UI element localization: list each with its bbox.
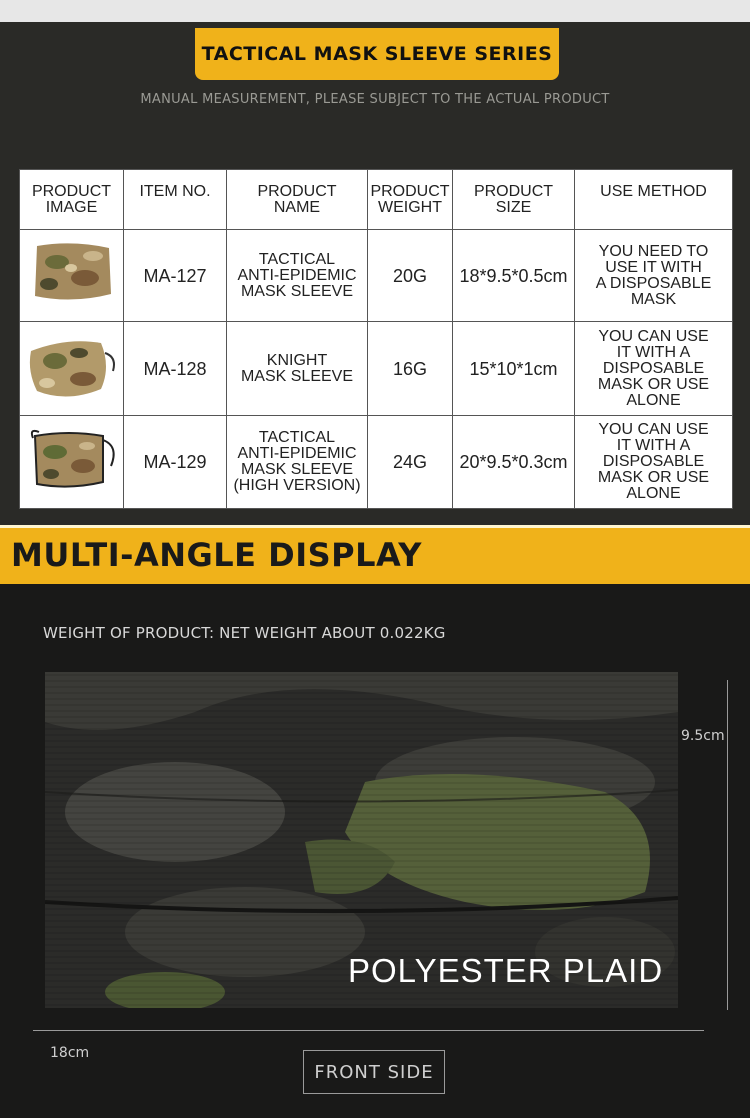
material-label: POLYESTER PLAID	[348, 952, 664, 989]
front-side-label	[303, 1050, 445, 1094]
mask-ma129-image	[27, 424, 117, 496]
top-strip	[0, 0, 750, 22]
product-image-cell	[20, 230, 124, 322]
series-title-badge	[195, 28, 559, 80]
multi-angle-band	[0, 525, 750, 584]
table-row	[20, 230, 733, 322]
item-no: MA-128	[124, 322, 227, 416]
front-side-text: FRONT SIDE	[314, 1061, 434, 1083]
measurement-note: MANUAL MEASUREMENT, PLEASE SUBJECT TO THE ACTUAL PRODUCT	[140, 92, 610, 107]
display-section	[0, 584, 750, 1118]
header-product-image: PRODUCT IMAGE	[20, 170, 124, 230]
use-method: YOU NEED TO USE IT WITH A DISPOSABLE MASK	[575, 230, 733, 322]
width-dimension-line	[33, 1030, 704, 1031]
product-weight: 20G	[368, 230, 453, 322]
mask-ma127-image	[27, 238, 117, 310]
product-name: KNIGHT MASK SLEEVE	[227, 322, 368, 416]
product-size: 18*9.5*0.5cm	[453, 230, 575, 322]
header-product-size: PRODUCT SIZE	[453, 170, 575, 230]
mask-ma128-image	[27, 331, 117, 403]
item-no: MA-129	[124, 416, 227, 509]
table-header-row	[20, 170, 733, 230]
net-weight-text: WEIGHT OF PRODUCT: NET WEIGHT ABOUT 0.022KG	[43, 624, 446, 642]
height-dimension-line	[727, 680, 728, 1010]
product-name: TACTICAL ANTI-EPIDEMIC MASK SLEEVE (HIGH VERSION)	[227, 416, 368, 509]
product-weight: 16G	[368, 322, 453, 416]
product-size: 15*10*1cm	[453, 322, 575, 416]
use-method: YOU CAN USE IT WITH A DISPOSABLE MASK OR USE ALONE	[575, 416, 733, 509]
multi-angle-title: MULTI-ANGLE DISPLAY	[11, 536, 422, 574]
product-name: TACTICAL ANTI-EPIDEMIC MASK SLEEVE	[227, 230, 368, 322]
series-title: TACTICAL MASK SLEEVE SERIES	[201, 43, 553, 65]
width-dimension-label: 18cm	[50, 1045, 90, 1061]
spec-section	[0, 22, 750, 525]
table-row	[20, 322, 733, 416]
header-item-no: ITEM NO.	[124, 170, 227, 230]
header-product-weight: PRODUCT WEIGHT	[368, 170, 453, 230]
product-size: 20*9.5*0.3cm	[453, 416, 575, 509]
product-weight: 24G	[368, 416, 453, 509]
product-image-cell	[20, 322, 124, 416]
header-use-method: USE METHOD	[575, 170, 733, 230]
header-product-name: PRODUCT NAME	[227, 170, 368, 230]
spec-table	[19, 169, 733, 509]
height-dimension-label: 9.5cm	[681, 728, 725, 744]
use-method: YOU CAN USE IT WITH A DISPOSABLE MASK OR USE ALONE	[575, 322, 733, 416]
item-no: MA-127	[124, 230, 227, 322]
table-row	[20, 416, 733, 509]
product-image-cell	[20, 416, 124, 509]
